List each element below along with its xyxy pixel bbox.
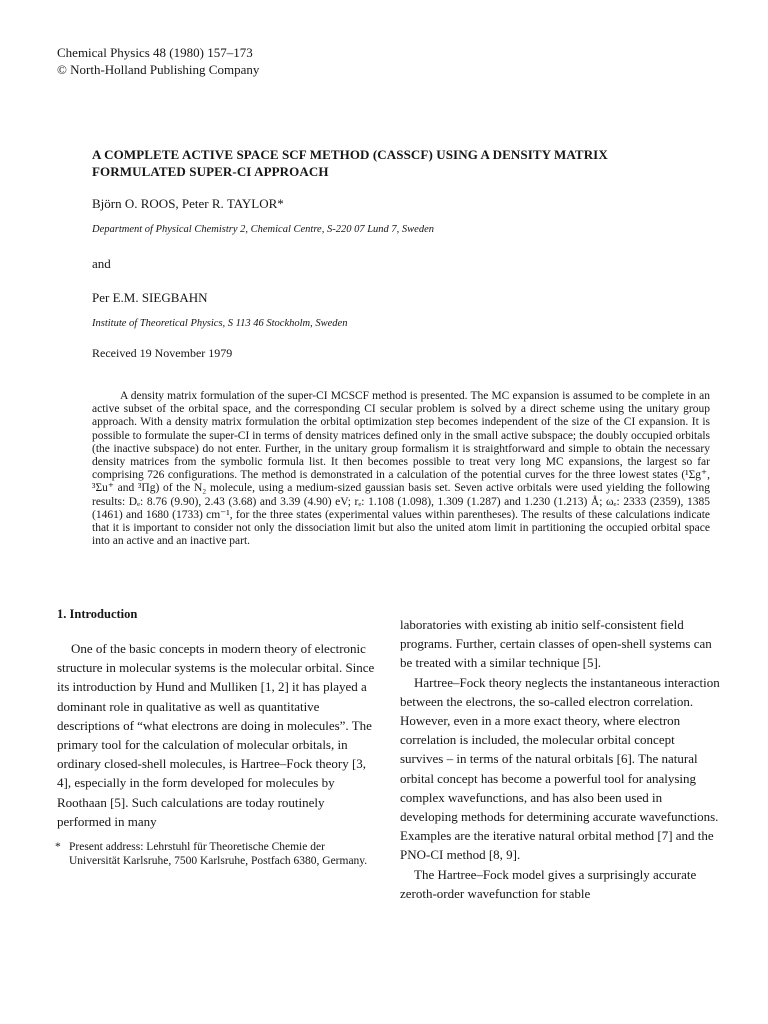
footnote-marker: * xyxy=(55,841,61,853)
paragraph-continued: laboratories with existing ab initio self-consistent field programs. Further, certain classes of open-shell systems can be treated with a similar technique [5]. xyxy=(400,617,712,671)
authors-secondary: Per E.M. SIEGBAHN xyxy=(92,290,208,305)
abstract xyxy=(92,390,710,548)
paragraph-intro-left: One of the basic concepts in modern theory of electronic structure in molecular systems is the molecular orbital. Since its introduction by Hund and Mulliken [1, 2] it has played a dominant role in qualitative as well as quantitative descriptions of “what electrons are doing in molecules”. The primary tool for the calculation of molecular orbitals, in ordinary closed-shell molecules, is Hartree–Fock theory [3, 4], especially in the form developed for molecules by Roothaan [5]. Such calculations are today routinely performed in many xyxy=(57,641,375,829)
authors-primary: Björn O. ROOS, Peter R. TAYLOR* xyxy=(92,196,284,211)
author-conjunction: and xyxy=(92,256,111,271)
received-date: Received 19 November 1979 xyxy=(92,346,233,360)
title-line-2: FORMULATED SUPER-CI APPROACH xyxy=(92,164,329,179)
affiliation-lund: Department of Physical Chemistry 2, Chemical Centre, S-220 07 Lund 7, Sweden xyxy=(92,224,434,235)
affiliation-stockholm: Institute of Theoretical Physics, S 113 46 Stockholm, Sweden xyxy=(92,318,348,329)
section-heading: 1. Introduction xyxy=(57,607,138,621)
paragraph-zeroth-order: The Hartree–Fock model gives a surprisingly accurate zeroth-order wavefunction for stable xyxy=(400,866,697,901)
abstract-text: A density matrix formulation of the super-CI MCSCF method is presented. The MC expansion is assumed to be complete in an active subset of the orbital space, and the corresponding CI secular problem is solved by a direct scheme using the unitary group approach. With a density matrix formulation the orbital optimization step becomes independent of the size of the CI expansion. It is possible to formulate the super-CI in terms of density matrices defined only in the small active subspace; the doubly occupied orbitals (the inactive subspace) do not enter. Further, in the unitary group formalism it is straightforward and simple to obtain the necessary density matrices from the symbolic formula list. It then becomes possible to treat very long MC expansions, the largest so far comprising 726 configurations. The method is demonstrated in a calculation of the potential curves for the three lowest states (¹Σg⁺, ³Σu⁺ and ³Πg) of the N₂ molecule, using a medium-sized gaussian basis set. Seven active orbitals were used yielding the following results: Dₑ: 8.76 (9.90), 2.43 (3.68) and 3.39 (4.90) eV; rₑ: 1.108 (1.098), 1.309 (1.287) and 1.230 (1.213) Å; ωₑ: 2333 (2359), 1385 (1461) and 1680 (1733) cm⁻¹, for the three states (experimental values within parentheses). The results of these calculations indicate that it is important to consider not only the dissociation limit but also the united atom limit in partitioning the occupied orbital space into an active and an inactive part. xyxy=(92,390,710,548)
title-line-1: A COMPLETE ACTIVE SPACE SCF METHOD (CASSCF) USING A DENSITY MATRIX xyxy=(92,147,608,162)
footnote xyxy=(57,840,377,868)
journal-header xyxy=(57,44,259,78)
article-title xyxy=(92,146,692,180)
left-column xyxy=(57,639,377,831)
journal-citation: Chemical Physics 48 (1980) 157–173 xyxy=(57,45,253,60)
right-column xyxy=(400,615,720,903)
paragraph-hartree-fock: Hartree–Fock theory neglects the instantaneous interaction between the electrons, the so-called electron correlation. However, even in a more exact theory, where electron correlation is included, the molecular orbital concept survives – in terms of the natural orbitals [6]. The natural orbital concept has become a powerful tool for analysing complex wavefunctions, and has also been used in developing methods for determining accurate wavefunctions. Examples are the iterative natural orbital method [7] and the PNO-CI method [8, 9]. xyxy=(400,674,720,863)
footnote-text: Present address: Lehrstuhl für Theoretische Chemie der Universität Karlsruhe, 7500 Karlsruhe, Postfach 6380, Germany. xyxy=(69,841,368,867)
publisher-line: © North-Holland Publishing Company xyxy=(57,62,260,77)
